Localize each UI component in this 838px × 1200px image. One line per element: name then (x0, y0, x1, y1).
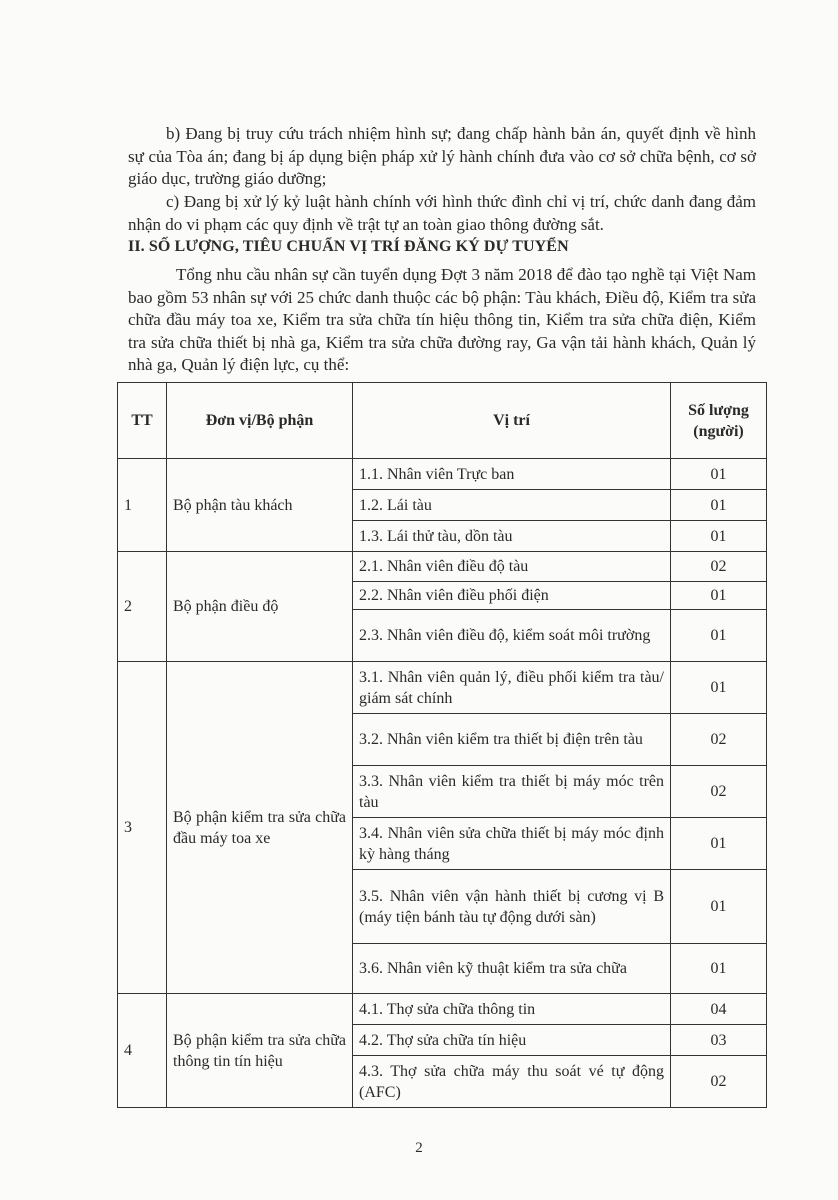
group-unit: Bộ phận tàu khách (167, 459, 353, 552)
group-number: 1 (118, 459, 167, 552)
quantity-cell: 01 (671, 662, 767, 714)
quantity-cell: 01 (671, 582, 767, 610)
quantity-cell: 04 (671, 994, 767, 1025)
table-row (118, 994, 767, 1025)
paragraph-b: b) Đang bị truy cứu trách nhiệm hình sự; đang chấp hành bản án, quyết định về hình sự của Tòa án; đang bị áp dụng biện pháp xử lý hành chính đưa vào cơ sở chữa bệnh, cơ sở giáo dục, trường giáo dưỡng; (128, 124, 756, 188)
page-number: 2 (415, 1140, 423, 1156)
quantity-cell: 01 (671, 818, 767, 870)
quantity-cell: 02 (671, 1056, 767, 1108)
position-cell: 2.3. Nhân viên điều độ, kiểm soát môi trường (353, 610, 671, 662)
position-cell: 3.6. Nhân viên kỹ thuật kiểm tra sửa chữa (353, 944, 671, 994)
position-cell: 3.5. Nhân viên vận hành thiết bị cương vị B (máy tiện bánh tàu tự động dưới sàn) (353, 870, 671, 944)
position-cell: 2.2. Nhân viên điều phối điện (353, 582, 671, 610)
header-quantity-line1: Số lượng (688, 401, 749, 419)
quantity-cell: 03 (671, 1025, 767, 1056)
header-tt: TT (118, 383, 167, 459)
position-cell: 4.1. Thợ sửa chữa thông tin (353, 994, 671, 1025)
group-unit: Bộ phận điều độ (167, 552, 353, 662)
quantity-cell: 01 (671, 459, 767, 490)
recruitment-table (117, 382, 767, 1108)
table-row (118, 552, 767, 582)
quantity-cell: 01 (671, 521, 767, 552)
position-cell: 1.1. Nhân viên Trực ban (353, 459, 671, 490)
group-unit: Bộ phận kiểm tra sửa chữa đầu máy toa xe (167, 662, 353, 994)
quantity-cell: 02 (671, 714, 767, 766)
quantity-cell: 01 (671, 870, 767, 944)
intro-paragraph: Tổng nhu cầu nhân sự cần tuyển dụng Đợt 3 năm 2018 để đào tạo nghề tại Việt Nam bao gồm 53 nhân sự với 25 chức danh thuộc các bộ phận: Tàu khách, Điều độ, Kiểm tra sửa chữa đầu máy toa xe, Kiểm tra sửa chữa tín hiệu thông tin, Kiểm tra sửa chữa điện, Kiểm tra sửa chữa thiết bị nhà ga, Kiểm tra sửa chữa đường ray, Ga vận tải hành khách, Quản lý nhà ga, Quản lý điện lực, cụ thể: (128, 265, 756, 374)
quantity-cell: 01 (671, 490, 767, 521)
group-unit: Bộ phận kiểm tra sửa chữa thông tin tín hiệu (167, 994, 353, 1108)
quantity-cell: 02 (671, 766, 767, 818)
position-cell: 3.2. Nhân viên kiểm tra thiết bị điện trên tàu (353, 714, 671, 766)
header-quantity (671, 383, 767, 459)
quantity-cell: 01 (671, 944, 767, 994)
position-cell: 3.1. Nhân viên quản lý, điều phối kiểm tra tàu/ giám sát chính (353, 662, 671, 714)
position-cell: 1.3. Lái thử tàu, dồn tàu (353, 521, 671, 552)
position-cell: 1.2. Lái tàu (353, 490, 671, 521)
position-cell: 4.2. Thợ sửa chữa tín hiệu (353, 1025, 671, 1056)
group-number: 2 (118, 552, 167, 662)
header-quantity-line2: (người) (693, 422, 744, 440)
position-cell: 3.4. Nhân viên sửa chữa thiết bị máy móc định kỳ hàng tháng (353, 818, 671, 870)
position-cell: 2.1. Nhân viên điều độ tàu (353, 552, 671, 582)
table-header-row (118, 383, 767, 459)
quantity-cell: 02 (671, 552, 767, 582)
group-number: 4 (118, 994, 167, 1108)
group-number: 3 (118, 662, 167, 994)
position-cell: 4.3. Thợ sửa chữa máy thu soát vé tự động (AFC) (353, 1056, 671, 1108)
table-row (118, 662, 767, 714)
section-heading: II. SỐ LƯỢNG, TIÊU CHUẨN VỊ TRÍ ĐĂNG KÝ DỰ TUYỂN (128, 238, 569, 255)
position-cell: 3.3. Nhân viên kiểm tra thiết bị máy móc trên tàu (353, 766, 671, 818)
header-unit: Đơn vị/Bộ phận (167, 383, 353, 459)
header-position: Vị trí (353, 383, 671, 459)
quantity-cell: 01 (671, 610, 767, 662)
table-row (118, 459, 767, 490)
paragraph-c: c) Đang bị xử lý kỷ luật hành chính với hình thức đình chỉ vị trí, chức danh đang đảm nhận do vi phạm các quy định về trật tự an toàn giao thông đường sắt. (128, 192, 756, 234)
